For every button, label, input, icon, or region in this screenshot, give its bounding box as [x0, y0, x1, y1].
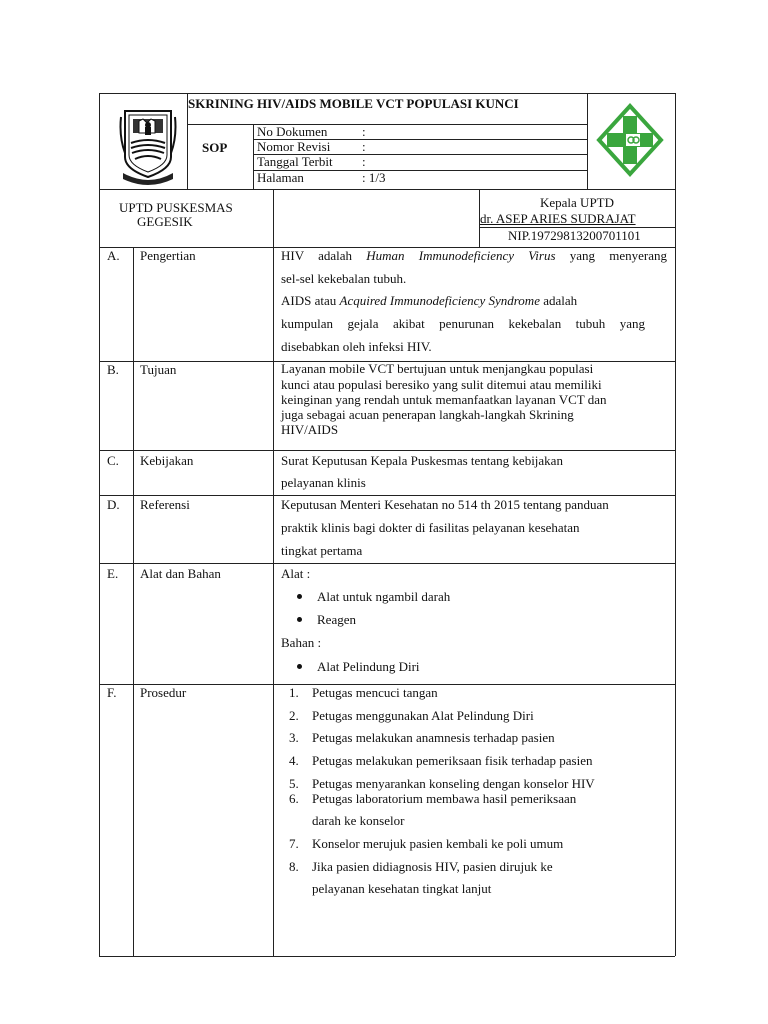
bullet-icon — [297, 594, 302, 599]
meta-value-nomor-revisi: : — [362, 139, 366, 154]
section-a-line-1: HIV adalah Human Immunodeficiency Virus yang menyerang — [281, 248, 668, 263]
section-b-line-1: Layanan mobile VCT bertujuan untuk menjangkau populasi — [281, 361, 594, 376]
unit-name-line-1: UPTD PUSKESMAS — [119, 200, 233, 215]
section-b-line-5: HIV/AIDS — [281, 422, 339, 437]
section-c-line-2: pelayanan klinis — [281, 475, 366, 490]
procedure-step-number: 2. — [289, 708, 299, 723]
header-bottom-line — [99, 189, 675, 190]
section-e-bahan-label: Bahan : — [281, 635, 322, 650]
section-a-label: Pengertian — [140, 248, 196, 263]
meta-value-tanggal-terbit: : — [362, 154, 366, 169]
section-b-line-3: keinginan yang rendah untuk memanfaatkan layanan VCT dan — [281, 392, 607, 407]
section-c-letter: C. — [107, 453, 119, 468]
section-a-line-4: kumpulan gejala akibat penurunan kekebalan tubuh yang — [281, 316, 645, 331]
bullet-icon — [297, 617, 302, 622]
section-d-line-2: praktik klinis bagi dokter di fasilitas pelayanan kesehatan — [281, 520, 580, 535]
section-letter-divider — [133, 247, 134, 956]
section-a-line-3: AIDS atau Acquired Immunodeficiency Syndrome adalah — [281, 293, 578, 308]
regency-seal-logo — [119, 107, 177, 187]
meta-label-tanggal-terbit: Tanggal Terbit — [257, 154, 333, 169]
procedure-step-text-continued: pelayanan kesehatan tingkat lanjut — [312, 881, 492, 896]
header-title-underline — [187, 124, 587, 125]
section-f-label: Prosedur — [140, 685, 187, 700]
procedure-step-text: Petugas melakukan anamnesis terhadap pasien — [312, 730, 555, 745]
procedure-step-number: 8. — [289, 859, 299, 874]
puskesmas-logo — [593, 102, 667, 180]
procedure-step-text: Petugas laboratorium membawa hasil pemeriksaan — [312, 791, 577, 806]
section-e-alat-item-2: Reagen — [317, 612, 356, 627]
section-a-line-5: disebabkan oleh infeksi HIV. — [281, 339, 432, 354]
bullet-icon — [297, 664, 302, 669]
row-line-b-c — [99, 450, 675, 451]
section-f-letter: F. — [107, 685, 117, 700]
section-d-line-1: Keputusan Menteri Kesehatan no 514 th 2015 tentang panduan — [281, 497, 609, 512]
procedure-step-number: 3. — [289, 730, 299, 745]
meta-label-nomor-revisi: Nomor Revisi — [257, 139, 331, 154]
procedure-step-text: Petugas menyarankan konseling dengan konselor HIV — [312, 776, 595, 791]
head-role: Kepala UPTD — [540, 195, 615, 210]
procedure-step-number: 1. — [289, 685, 299, 700]
procedure-step-text: Konselor merujuk pasien kembali ke poli umum — [312, 836, 564, 851]
procedure-step-text-continued: darah ke konselor — [312, 813, 405, 828]
procedure-step-text: Jika pasien didiagnosis HIV, pasien dirujuk ke — [312, 859, 553, 874]
procedure-step-text: Petugas menggunakan Alat Pelindung Diri — [312, 708, 534, 723]
header-divider-sop — [253, 124, 254, 189]
section-d-line-3: tingkat pertama — [281, 543, 363, 558]
procedure-step-number: 7. — [289, 836, 299, 851]
section-c-label: Kebijakan — [140, 453, 194, 468]
section-e-alat-label: Alat : — [281, 566, 311, 581]
sop-label: SOP — [202, 140, 228, 155]
table-border-top — [99, 93, 675, 94]
head-name: dr. ASEP ARIES SUDRAJAT — [480, 211, 636, 226]
table-border-left — [99, 93, 100, 956]
procedure-step-text: Petugas melakukan pemeriksaan fisik terhadap pasien — [312, 753, 593, 768]
unit-row-divider-1 — [273, 189, 274, 956]
section-e-letter: E. — [107, 566, 119, 581]
unit-name-line-2: GEGESIK — [137, 214, 193, 229]
head-nip: NIP.19729813200701101 — [508, 228, 641, 243]
row-line-c-d — [99, 495, 675, 496]
section-b-line-4: juga sebagai acuan penerapan langkah-langkah Skrining — [281, 407, 574, 422]
table-border-bottom — [99, 956, 675, 957]
section-b-label: Tujuan — [140, 362, 177, 377]
section-e-bahan-item-1: Alat Pelindung Diri — [317, 659, 420, 674]
table-border-right — [675, 93, 676, 956]
meta-label-halaman: Halaman — [257, 170, 304, 185]
document-title: SKRINING HIV/AIDS MOBILE VCT POPULASI KUNCI — [188, 96, 519, 111]
section-b-line-2: kunci atau populasi beresiko yang sulit ditemui atau memiliki — [281, 377, 602, 392]
section-b-letter: B. — [107, 362, 119, 377]
header-divider-right-logo — [587, 93, 588, 189]
section-d-label: Referensi — [140, 497, 190, 512]
section-e-alat-item-1: Alat untuk ngambil darah — [317, 589, 451, 604]
procedure-step-text: Petugas mencuci tangan — [312, 685, 438, 700]
procedure-step-number: 4. — [289, 753, 299, 768]
section-d-letter: D. — [107, 497, 120, 512]
section-e-label: Alat dan Bahan — [140, 566, 221, 581]
section-a-line-2: sel-sel kekebalan tubuh. — [281, 271, 407, 286]
section-c-line-1: Surat Keputusan Kepala Puskesmas tentang kebijakan — [281, 453, 563, 468]
procedure-step-number: 5. — [289, 776, 299, 791]
procedure-step-number: 6. — [289, 791, 299, 806]
meta-value-halaman: : 1/3 — [362, 170, 386, 185]
meta-label-no-dokumen: No Dokumen — [257, 124, 328, 139]
meta-value-no-dokumen: : — [362, 124, 366, 139]
row-line-d-e — [99, 563, 675, 564]
section-a-letter: A. — [107, 248, 120, 263]
